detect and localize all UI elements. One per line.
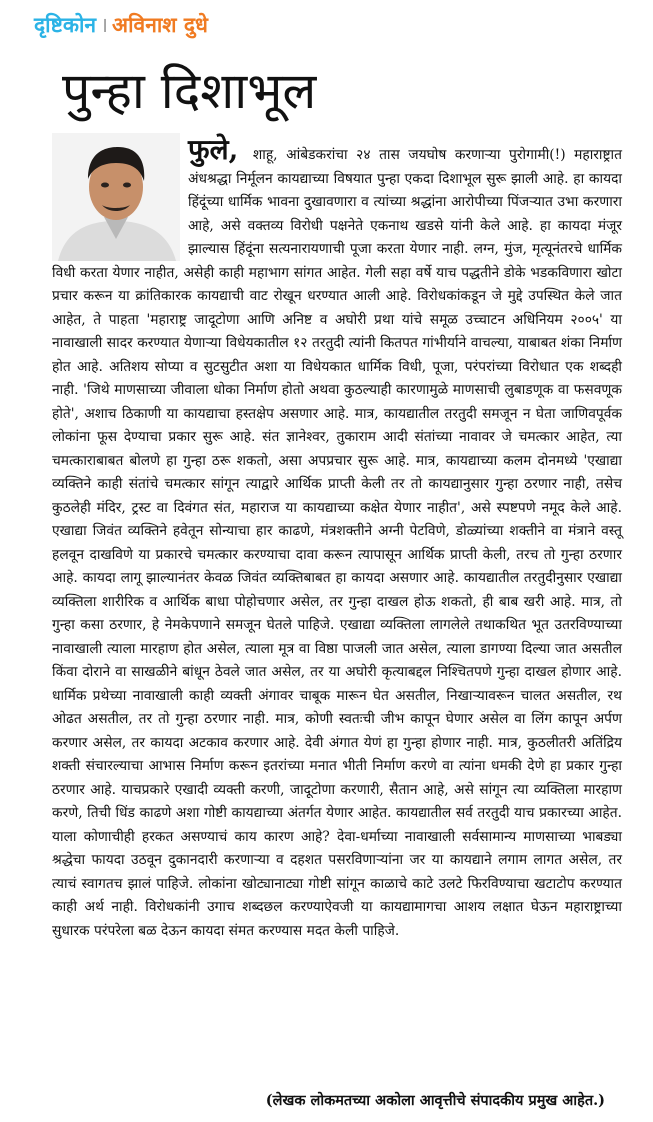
lead-word: फुले, [188, 133, 239, 166]
photo-spacer [52, 140, 180, 258]
author-name: अविनाश दुधे [112, 13, 208, 37]
author-note: (लेखक लोकमतच्या अकोला आवृत्तीचे संपादकीय प्रमुख आहेत.) [265, 1092, 605, 1109]
article-body [52, 133, 622, 943]
article-headline: पुन्हा दिशाभूल [62, 62, 317, 120]
column-name: दृष्टिकोन [34, 13, 97, 37]
column-kicker [34, 10, 208, 40]
article-text: शाहू, आंबेडकरांचा २४ तास जयघोष करणाऱ्या पुरोगामी(!) महाराष्ट्रात अंधश्रद्धा निर्मूलन कायद्याच्या विषयात पुन्हा एकदा दिशाभूल सुरू झाली आहे. हा कायदा हिंदूंच्या धार्मिक भावना दुखावणारा व त्यांच्या श्रद्धांना आरोपीच्या पिंजऱ्यात उभा करणारा आहे, असे वक्तव्य विरोधी पक्षनेते एकनाथ खडसे यांनी केले आहे. हा कायदा मंजूर झाल्यास हिंदूंना सत्यनारायणाची पूजा करता येणार नाही. लग्न, मुंज, मृत्यूनंतरचे धार्मिक विधी करता येणार नाहीत, असेही काही महाभाग सांगत आहेत. गेली सहा वर्षे याच पद्धतीने डोके भडकविणारा खोटा प्रचार करून या क्रांतिकारक कायद्याची वाट रोखून धरण्यात आली आहे. विरोधकांकडून जे मुद्दे उपस्थित केले जात आहेत, ते पाहता 'महाराष्ट्र जादूटोणा आणि अनिष्ट व अघोरी प्रथा यांचे समूळ उच्चाटन अधिनियम २००५' या नावाखाली सादर करण्यात येणाऱ्या विधेयकातील १२ तरतुदी त्यांनी कितपत गांभीर्याने वाचल्या, याबाबत शंका निर्माण होत आहे. अतिशय सोप्या व सुटसुटीत अशा या विधेयकात धार्मिक विधी, पूजा, परंपरांच्या विरोधात एक शब्दही नाही. 'जिथे माणसाच्या जीवाला धोका निर्माण होतो अथवा कुठल्याही कारणामुळे माणसाची लुबाडणूक वा फसवणूक होते', अशाच ठिकाणी या कायद्याचा हस्तक्षेप असणार आहे. मात्र, कायद्यातील तरतुदी समजून न घेता जाणिवपूर्वक लोकांना फूस देण्याचा प्रकार सुरू आहे. संत ज्ञानेश्वर, तुकाराम आदी संतांच्या नावावर जे चमत्कार आहेत, त्या चमत्काराबाबत बोलणे हा गुन्हा ठरू शकतो, असा अपप्रचार सुरू आहे. मात्र, कायद्याच्या कलम दोनमध्ये 'एखाद्या व्यक्तिने काही संतांचे चमत्कार सांगून त्याद्वारे आर्थिक प्राप्ती केली तर तो कायद्यानुसार गुन्हा ठरणार नाही, तसेच कुठलेही मंदिर, ट्रस्ट वा दिवंगत संत, महाराज या कायद्याच्या कक्षेत येणार नाहीत', असे स्पष्टपणे नमूद केले आहे. एखाद्या जिवंत व्यक्तिने हवेतून सोन्याचा हार काढणे, मंत्रशक्तीने अग्नी पेटविणे, डोळ्यांच्या शक्तीने वा मंत्राने वस्तू हलवून दाखविणे या प्रकारचे चमत्कार करण्याचा दावा करून त्यापासून आर्थिक प्राप्ती केली, तरच तो गुन्हा ठरणार आहे. कायदा लागू झाल्यानंतर केवळ जिवंत व्यक्तिबाबत हा कायदा असणार आहे. कायद्यातील तरतुदीनुसार एखाद्या व्यक्तिला शारीरिक व आर्थिक बाधा पोहोचणार असेल, तर गुन्हा दाखल होऊ शकतो, ही बाब खरी आहे. मात्र, तो गुन्हा कसा ठरणार, हे नेमकेपणाने समजून घेतले पाहिजे. एखाद्या व्यक्तिला लागलेले तथाकथित भूत उतरविण्याच्या नावाखाली त्याला मारहाण होत असेल, त्याला मूत्र वा विष्ठा पाजली जात असेल, त्याला डागण्या दिल्या जात असतील किंवा दोराने वा साखळीने बांधून ठेवले जात असेल, तर या अघोरी कृत्याबद्दल निश्चितपणे गुन्हा दाखल होणार आहे. धार्मिक प्रथेच्या नावाखाली काही व्यक्ती अंगावर चाबूक मारून घेत असतील, निखाऱ्यावरून चालत असतील, रथ ओढत असतील, तर तो गुन्हा ठरणार नाही. मात्र, कोणी स्वतःची जीभ कापून घेणार असेल वा लिंग कापून अर्पण करणार असेल, तर कायदा अटकाव करणार आहे. देवी अंगात येणं हा गुन्हा होणार नाही. मात्र, कुठलीतरी अतिंद्रिय शक्ती संचारल्याचा आभास निर्माण करून इतरांच्या मनात भीती निर्माण करणे वा त्यांना धमकी देणे हा प्रकार गुन्हा ठरणार आहे. याचप्रकारे एखादी व्यक्ती करणी, जादूटोणा करणारी, सैतान आहे, असे सांगून त्या व्यक्तिला मारहाण करणे, तिची धिंड काढणे अशा गोष्टी कायद्याच्या अंतर्गत येणार आहेत. कायद्यातील सर्व तरतुदी याच प्रकारच्या आहेत. याला कोणाचीही हरकत असण्याचं काय कारण आहे? देवा-धर्माच्या नावाखाली सर्वसामान्य माणसाच्या भाबड्या श्रद्धेचा फायदा उठवून दुकानदारी करणाऱ्या व दहशत पसरविणाऱ्यांना जर या कायद्याने लगाम लागत असेल, तर त्याचं स्वागतच झालं पाहिजे. लोकांना खोट्यानाट्या गोष्टी सांगून काळाचे काटे उलटे फिरविण्याचा खटाटोप करण्यात काही अर्थ नाही. विरोधकांनी उगाच शब्दछल करण्याऐवजी या कायद्यामागचा आशय लक्षात घेऊन महाराष्ट्राच्या सुधारक परंपरेला बळ देऊन कायदा संमत करण्यास मदत केली पाहिजे. [52, 147, 622, 939]
kicker-separator: । [100, 13, 109, 37]
